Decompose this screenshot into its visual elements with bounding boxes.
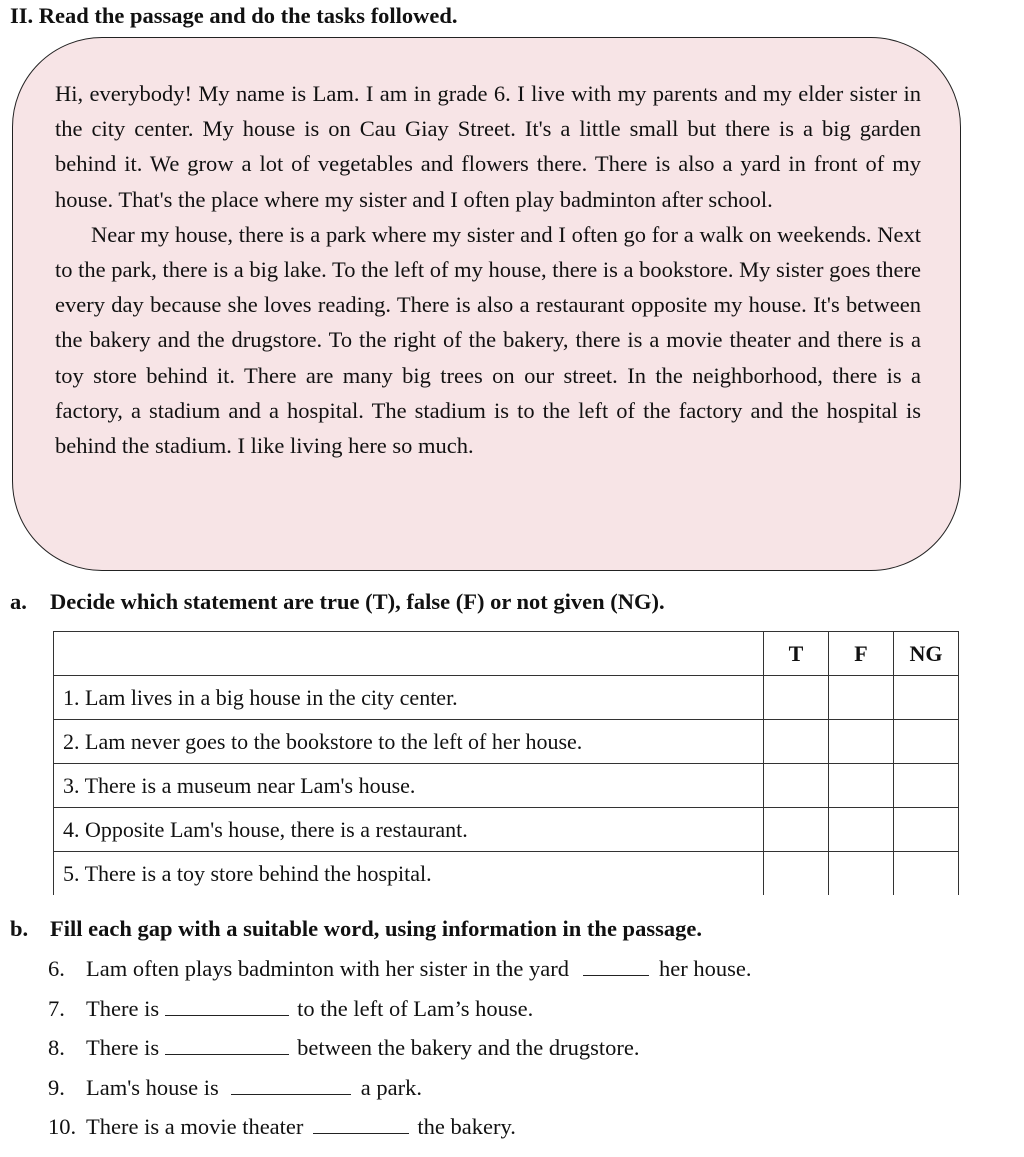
answer-blank[interactable] [313, 1113, 409, 1134]
answer-cell-f[interactable] [829, 720, 894, 764]
answer-cell-t[interactable] [764, 676, 829, 720]
answer-blank[interactable] [231, 1074, 351, 1095]
list-item [48, 1109, 752, 1149]
fill-in-list [48, 951, 752, 1149]
answer-blank[interactable] [165, 1034, 289, 1055]
answer-cell-ng[interactable] [894, 676, 959, 720]
answer-blank[interactable] [583, 955, 649, 976]
answer-cell-ng[interactable] [894, 808, 959, 852]
reading-passage [55, 76, 921, 463]
item-text-before: There is [86, 995, 160, 1021]
item-text-after: between the bakery and the drugstore. [297, 1035, 640, 1060]
item-text-before: Lam often plays badminton with her sister in the yard [86, 956, 570, 981]
answer-cell-t[interactable] [764, 720, 829, 764]
answer-cell-f[interactable] [829, 764, 894, 808]
section-title: II. Read the passage and do the tasks followed. [10, 3, 458, 28]
item-text-before: Lam's house is [86, 1074, 219, 1100]
table-row [54, 720, 959, 764]
answer-cell-t[interactable] [764, 852, 829, 896]
item-number: 9. [48, 1074, 65, 1100]
header-empty-cell [54, 632, 764, 676]
statement-cell: 5. There is a toy store behind the hospital. [54, 852, 764, 896]
list-item [48, 1030, 752, 1070]
item-number: 7. [48, 995, 65, 1021]
statement-cell: 1. Lam lives in a big house in the city center. [54, 676, 764, 720]
answer-cell-ng[interactable] [894, 852, 959, 896]
header-ng: NG [894, 632, 959, 676]
part-b-label: b. [10, 916, 29, 941]
item-number: 10. [48, 1114, 77, 1139]
item-text-after: to the left of Lam’s house. [297, 995, 534, 1021]
passage-paragraph: Near my house, there is a park where my sister and I often go for a walk on weekends. Next to the park, there is a big lake. To the left of my house, there is a bookstore. My sister goes there every day because she loves reading. There is also a restaurant opposite my house. It's between the bakery and the drugstore. To the right of the bakery, there is a movie theater and there is a toy store behind it. There are many big trees on our street. In the neighborhood, there is a factory, a stadium and a hospital. The stadium is to the left of the factory and the hospital is behind the stadium. I like living here so much. [55, 221, 921, 459]
part-a-instruction-text: Decide which statement are true (T), false (F) or not given (NG). [50, 589, 665, 614]
table-header-row [54, 632, 959, 676]
passage-paragraph: Hi, everybody! My name is Lam. I am in grade 6. I live with my parents and my elder sister in the city center. My house is on Cau Giay Street. It's a little small but there is a big garden behind it. We grow a lot of vegetables and flowers there. There is also a yard in front of my house. That's the place where my sister and I often play badminton after school. [55, 81, 921, 212]
table-row [54, 852, 959, 896]
table-row [54, 764, 959, 808]
answer-cell-f[interactable] [829, 676, 894, 720]
statement-cell: 4. Opposite Lam's house, there is a restaurant. [54, 808, 764, 852]
item-text-after: the bakery. [417, 1114, 516, 1139]
answer-blank[interactable] [165, 995, 289, 1016]
answer-cell-ng[interactable] [894, 764, 959, 808]
table-row [54, 676, 959, 720]
item-text-after: a park. [360, 1074, 423, 1100]
list-item [48, 1070, 752, 1110]
header-t: T [764, 632, 829, 676]
item-text-before: There is a movie theater [86, 1114, 304, 1139]
answer-cell-f[interactable] [829, 808, 894, 852]
item-number: 8. [48, 1035, 65, 1060]
part-b-instruction-text: Fill each gap with a suitable word, using information in the passage. [50, 916, 702, 941]
header-f: F [829, 632, 894, 676]
table-row [54, 808, 959, 852]
list-item [48, 951, 752, 991]
answer-cell-t[interactable] [764, 764, 829, 808]
statement-cell: 2. Lam never goes to the bookstore to the left of her house. [54, 720, 764, 764]
part-a-instruction [10, 586, 665, 618]
item-text-before: There is [86, 1035, 160, 1060]
statement-cell: 3. There is a museum near Lam's house. [54, 764, 764, 808]
part-a-label: a. [10, 589, 27, 614]
answer-cell-ng[interactable] [894, 720, 959, 764]
item-text-after: her house. [659, 956, 752, 981]
item-number: 6. [48, 956, 65, 981]
list-item [48, 991, 752, 1031]
true-false-table [53, 631, 959, 895]
answer-cell-t[interactable] [764, 808, 829, 852]
part-b-instruction [10, 913, 702, 945]
answer-cell-f[interactable] [829, 852, 894, 896]
